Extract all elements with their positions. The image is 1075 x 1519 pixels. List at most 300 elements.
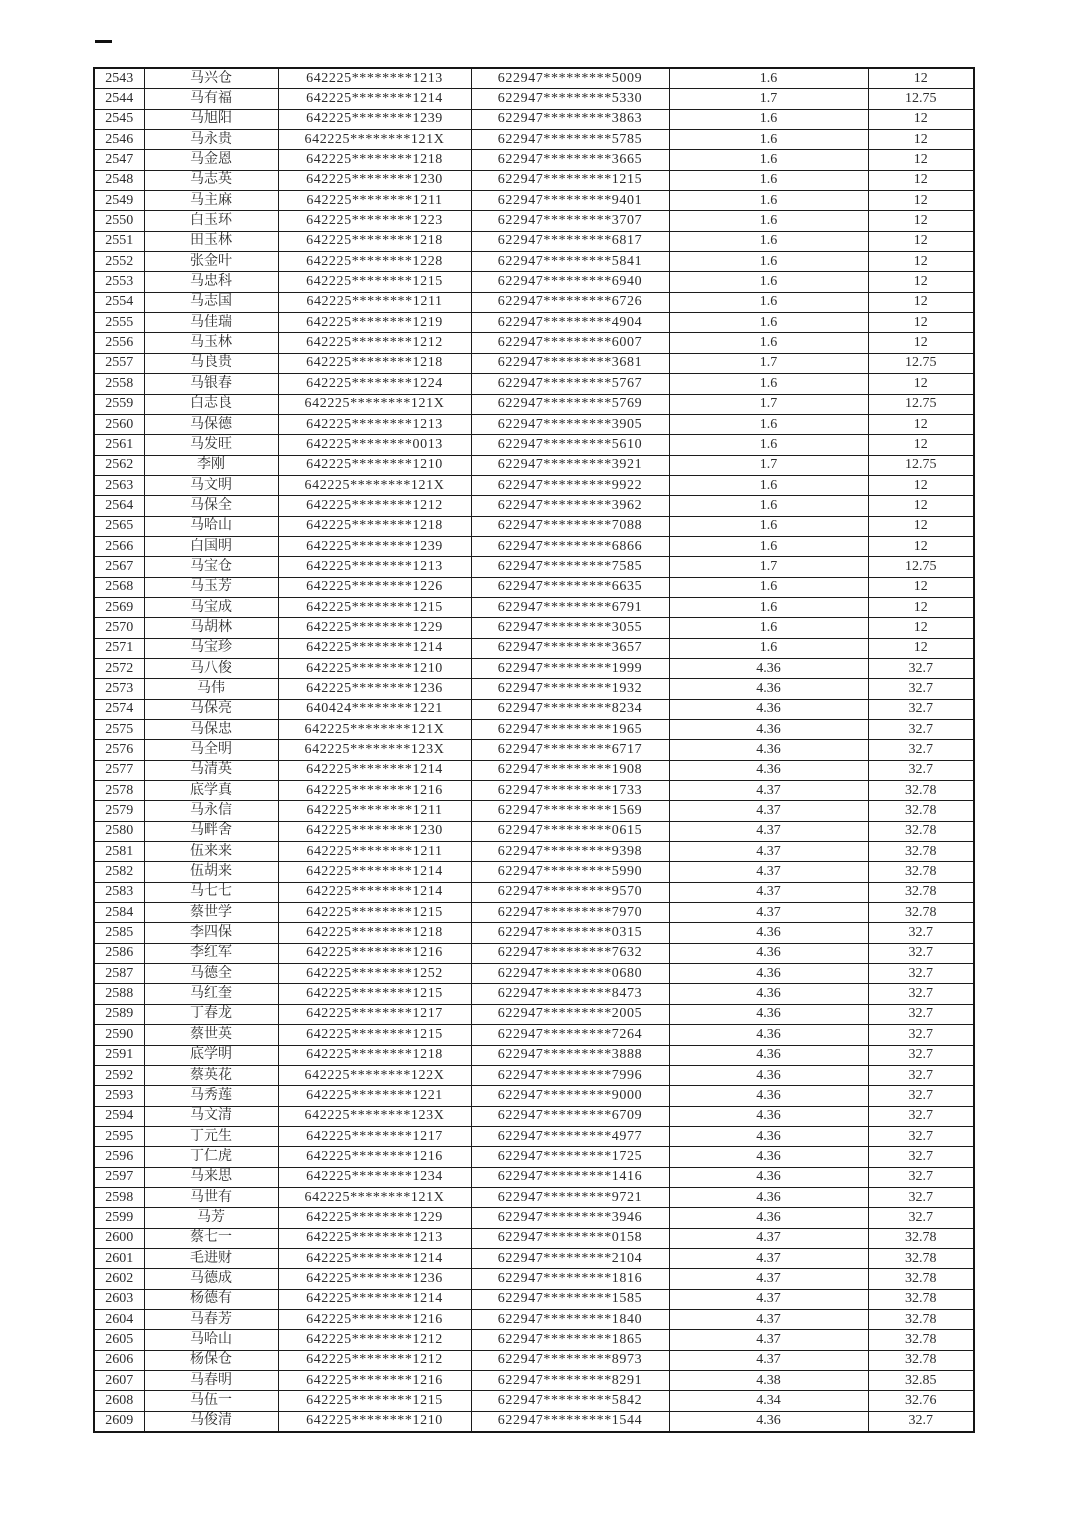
cell-row-number: 2574 [94, 699, 144, 719]
cell-row-number: 2545 [94, 109, 144, 129]
cell-person-name: 马宝成 [144, 597, 278, 617]
cell-id-number: 642225********1213 [278, 1228, 471, 1248]
cell-person-name: 马良贵 [144, 353, 278, 373]
cell-person-name: 丁春龙 [144, 1004, 278, 1024]
cell-person-name: 蔡世英 [144, 1025, 278, 1045]
table-row [94, 1187, 974, 1207]
table-body [94, 68, 974, 1432]
cell-amount-value: 4.37 [669, 862, 868, 882]
cell-row-number: 2600 [94, 1228, 144, 1248]
cell-id-number: 642225********123X [278, 740, 471, 760]
cell-id-number: 642225********1214 [278, 882, 471, 902]
cell-bank-account: 622947*********5842 [471, 1391, 669, 1411]
cell-bank-account: 622947*********1932 [471, 679, 669, 699]
cell-row-number: 2590 [94, 1025, 144, 1045]
cell-row-number: 2554 [94, 292, 144, 312]
cell-amount-value: 1.6 [669, 231, 868, 251]
cell-id-number: 642225********1218 [278, 231, 471, 251]
cell-row-number: 2553 [94, 272, 144, 292]
cell-total-value: 32.7 [868, 1025, 974, 1045]
table-row [94, 272, 974, 292]
cell-amount-value: 1.6 [669, 170, 868, 190]
table-row [94, 536, 974, 556]
table-row [94, 658, 974, 678]
cell-id-number: 642225********1210 [278, 1411, 471, 1432]
cell-amount-value: 4.36 [669, 699, 868, 719]
cell-amount-value: 1.7 [669, 89, 868, 109]
cell-row-number: 2556 [94, 333, 144, 353]
cell-row-number: 2601 [94, 1248, 144, 1268]
cell-bank-account: 622947*********3921 [471, 455, 669, 475]
cell-amount-value: 4.36 [669, 760, 868, 780]
cell-amount-value: 4.37 [669, 1248, 868, 1268]
cell-total-value: 32.7 [868, 679, 974, 699]
cell-row-number: 2546 [94, 130, 144, 150]
cell-id-number: 642225********121X [278, 1187, 471, 1207]
table-row [94, 862, 974, 882]
table-row [94, 1086, 974, 1106]
cell-bank-account: 622947*********3863 [471, 109, 669, 129]
cell-row-number: 2547 [94, 150, 144, 170]
cell-bank-account: 622947*********3962 [471, 496, 669, 516]
table-row [94, 984, 974, 1004]
cell-amount-value: 4.36 [669, 1187, 868, 1207]
cell-id-number: 642225********1218 [278, 923, 471, 943]
cell-total-value: 32.78 [868, 903, 974, 923]
table-row [94, 638, 974, 658]
cell-person-name: 伍胡来 [144, 862, 278, 882]
table-row [94, 313, 974, 333]
cell-bank-account: 622947*********5841 [471, 252, 669, 272]
cell-bank-account: 622947*********1965 [471, 720, 669, 740]
cell-total-value: 32.7 [868, 984, 974, 1004]
cell-total-value: 12 [868, 597, 974, 617]
cell-total-value: 32.7 [868, 1045, 974, 1065]
cell-id-number: 642225********1229 [278, 1208, 471, 1228]
cell-id-number: 642225********1216 [278, 781, 471, 801]
cell-id-number: 642225********1211 [278, 191, 471, 211]
cell-amount-value: 4.36 [669, 679, 868, 699]
cell-total-value: 32.7 [868, 1187, 974, 1207]
table-row [94, 1330, 974, 1350]
cell-amount-value: 4.37 [669, 821, 868, 841]
cell-person-name: 马志英 [144, 170, 278, 190]
table-row [94, 557, 974, 577]
cell-row-number: 2548 [94, 170, 144, 190]
cell-row-number: 2557 [94, 353, 144, 373]
cell-row-number: 2608 [94, 1391, 144, 1411]
cell-total-value: 12 [868, 516, 974, 536]
cell-bank-account: 622947*********0680 [471, 964, 669, 984]
cell-bank-account: 622947*********6007 [471, 333, 669, 353]
cell-bank-account: 622947*********8473 [471, 984, 669, 1004]
payment-roster-table [93, 67, 975, 1433]
cell-person-name: 李四保 [144, 923, 278, 943]
table-row [94, 1371, 974, 1391]
cell-total-value: 32.7 [868, 1086, 974, 1106]
cell-row-number: 2588 [94, 984, 144, 1004]
table-row [94, 109, 974, 129]
table-row [94, 68, 974, 89]
cell-bank-account: 622947*********5769 [471, 394, 669, 414]
cell-person-name: 蔡七一 [144, 1228, 278, 1248]
cell-person-name: 杨德有 [144, 1289, 278, 1309]
cell-bank-account: 622947*********5785 [471, 130, 669, 150]
cell-bank-account: 622947*********0158 [471, 1228, 669, 1248]
cell-bank-account: 622947*********7088 [471, 516, 669, 536]
table-row [94, 618, 974, 638]
cell-amount-value: 1.6 [669, 333, 868, 353]
cell-amount-value: 4.36 [669, 1004, 868, 1024]
cell-total-value: 12 [868, 68, 974, 89]
cell-row-number: 2582 [94, 862, 144, 882]
cell-row-number: 2567 [94, 557, 144, 577]
cell-amount-value: 1.6 [669, 577, 868, 597]
table-row [94, 1350, 974, 1370]
cell-total-value: 32.7 [868, 1065, 974, 1085]
cell-total-value: 32.7 [868, 1126, 974, 1146]
cell-id-number: 642225********1218 [278, 150, 471, 170]
cell-amount-value: 4.37 [669, 842, 868, 862]
cell-person-name: 马哈山 [144, 1330, 278, 1350]
cell-amount-value: 1.6 [669, 211, 868, 231]
cell-row-number: 2604 [94, 1309, 144, 1329]
cell-row-number: 2561 [94, 435, 144, 455]
cell-total-value: 12.75 [868, 394, 974, 414]
cell-id-number: 642225********121X [278, 130, 471, 150]
cell-person-name: 马红奎 [144, 984, 278, 1004]
cell-amount-value: 4.36 [669, 1126, 868, 1146]
cell-row-number: 2595 [94, 1126, 144, 1146]
table-row [94, 455, 974, 475]
table-row [94, 882, 974, 902]
cell-bank-account: 622947*********3946 [471, 1208, 669, 1228]
cell-row-number: 2551 [94, 231, 144, 251]
cell-id-number: 642225********1215 [278, 1391, 471, 1411]
cell-total-value: 12 [868, 475, 974, 495]
cell-total-value: 32.78 [868, 801, 974, 821]
cell-row-number: 2587 [94, 964, 144, 984]
cell-amount-value: 1.6 [669, 150, 868, 170]
cell-id-number: 642225********122X [278, 1065, 471, 1085]
cell-person-name: 马银春 [144, 374, 278, 394]
cell-total-value: 32.7 [868, 740, 974, 760]
cell-person-name: 马宝珍 [144, 638, 278, 658]
cell-amount-value: 1.6 [669, 68, 868, 89]
cell-person-name: 李刚 [144, 455, 278, 475]
cell-total-value: 12 [868, 170, 974, 190]
cell-id-number: 642225********1213 [278, 414, 471, 434]
cell-person-name: 底学真 [144, 781, 278, 801]
cell-total-value: 32.7 [868, 1411, 974, 1432]
cell-person-name: 马忠科 [144, 272, 278, 292]
cell-person-name: 马世有 [144, 1187, 278, 1207]
cell-row-number: 2569 [94, 597, 144, 617]
cell-amount-value: 1.6 [669, 130, 868, 150]
cell-id-number: 642225********123X [278, 1106, 471, 1126]
table-row [94, 231, 974, 251]
table-row [94, 89, 974, 109]
cell-row-number: 2560 [94, 414, 144, 434]
cell-person-name: 马佳瑞 [144, 313, 278, 333]
cell-bank-account: 622947*********1865 [471, 1330, 669, 1350]
cell-total-value: 12 [868, 191, 974, 211]
cell-amount-value: 4.37 [669, 801, 868, 821]
cell-person-name: 马旭阳 [144, 109, 278, 129]
cell-amount-value: 4.36 [669, 1106, 868, 1126]
cell-total-value: 32.7 [868, 943, 974, 963]
cell-bank-account: 622947*********1585 [471, 1289, 669, 1309]
table-row [94, 1289, 974, 1309]
cell-id-number: 642225********1216 [278, 1309, 471, 1329]
cell-id-number: 640424********1221 [278, 699, 471, 719]
cell-amount-value: 4.36 [669, 1147, 868, 1167]
cell-row-number: 2584 [94, 903, 144, 923]
cell-row-number: 2598 [94, 1187, 144, 1207]
cell-id-number: 642225********1212 [278, 333, 471, 353]
cell-bank-account: 622947*********3707 [471, 211, 669, 231]
cell-row-number: 2589 [94, 1004, 144, 1024]
cell-person-name: 马兴仓 [144, 68, 278, 89]
cell-id-number: 642225********1215 [278, 597, 471, 617]
cell-row-number: 2577 [94, 760, 144, 780]
cell-person-name: 马来思 [144, 1167, 278, 1187]
cell-total-value: 32.78 [868, 781, 974, 801]
cell-total-value: 32.7 [868, 1167, 974, 1187]
cell-bank-account: 622947*********8234 [471, 699, 669, 719]
cell-row-number: 2558 [94, 374, 144, 394]
cell-row-number: 2599 [94, 1208, 144, 1228]
cell-amount-value: 4.36 [669, 923, 868, 943]
cell-total-value: 32.78 [868, 1330, 974, 1350]
cell-bank-account: 622947*********3657 [471, 638, 669, 658]
cell-bank-account: 622947*********1569 [471, 801, 669, 821]
cell-amount-value: 4.36 [669, 984, 868, 1004]
cell-amount-value: 4.38 [669, 1371, 868, 1391]
table-row [94, 496, 974, 516]
cell-bank-account: 622947*********2104 [471, 1248, 669, 1268]
cell-amount-value: 1.6 [669, 638, 868, 658]
cell-person-name: 马芳 [144, 1208, 278, 1228]
cell-id-number: 642225********1230 [278, 170, 471, 190]
cell-id-number: 642225********1229 [278, 618, 471, 638]
cell-bank-account: 622947*********4904 [471, 313, 669, 333]
table-row [94, 333, 974, 353]
cell-id-number: 642225********1252 [278, 964, 471, 984]
table-row [94, 1025, 974, 1045]
cell-amount-value: 1.6 [669, 272, 868, 292]
cell-id-number: 642225********1214 [278, 760, 471, 780]
cell-total-value: 12 [868, 374, 974, 394]
cell-total-value: 32.7 [868, 1106, 974, 1126]
cell-id-number: 642225********1216 [278, 1147, 471, 1167]
cell-row-number: 2576 [94, 740, 144, 760]
cell-id-number: 642225********1228 [278, 252, 471, 272]
table-row [94, 964, 974, 984]
table-row [94, 1208, 974, 1228]
cell-total-value: 12 [868, 577, 974, 597]
cell-id-number: 642225********1211 [278, 842, 471, 862]
cell-person-name: 李红军 [144, 943, 278, 963]
cell-amount-value: 4.36 [669, 964, 868, 984]
table-row [94, 943, 974, 963]
cell-row-number: 2552 [94, 252, 144, 272]
cell-id-number: 642225********1211 [278, 292, 471, 312]
table-row [94, 1065, 974, 1085]
cell-bank-account: 622947*********6635 [471, 577, 669, 597]
table-row [94, 577, 974, 597]
cell-total-value: 12.75 [868, 455, 974, 475]
cell-amount-value: 4.37 [669, 781, 868, 801]
cell-total-value: 12 [868, 618, 974, 638]
cell-bank-account: 622947*********7264 [471, 1025, 669, 1045]
cell-total-value: 12 [868, 292, 974, 312]
cell-row-number: 2606 [94, 1350, 144, 1370]
cell-person-name: 马春芳 [144, 1309, 278, 1329]
cell-person-name: 马伍一 [144, 1391, 278, 1411]
cell-amount-value: 4.36 [669, 720, 868, 740]
cell-id-number: 642225********1213 [278, 68, 471, 89]
table-row [94, 720, 974, 740]
cell-bank-account: 622947*********3055 [471, 618, 669, 638]
cell-amount-value: 4.37 [669, 1289, 868, 1309]
cell-amount-value: 4.37 [669, 1228, 868, 1248]
cell-person-name: 伍来来 [144, 842, 278, 862]
cell-amount-value: 4.37 [669, 903, 868, 923]
cell-id-number: 642225********1210 [278, 658, 471, 678]
cell-bank-account: 622947*********6709 [471, 1106, 669, 1126]
cell-bank-account: 622947*********0315 [471, 923, 669, 943]
cell-bank-account: 622947*********1816 [471, 1269, 669, 1289]
cell-person-name: 丁元生 [144, 1126, 278, 1146]
cell-total-value: 12 [868, 252, 974, 272]
cell-row-number: 2565 [94, 516, 144, 536]
cell-amount-value: 1.6 [669, 191, 868, 211]
cell-total-value: 12 [868, 435, 974, 455]
cell-id-number: 642225********1211 [278, 801, 471, 821]
cell-id-number: 642225********0013 [278, 435, 471, 455]
cell-total-value: 32.7 [868, 1208, 974, 1228]
cell-amount-value: 1.6 [669, 252, 868, 272]
cell-amount-value: 1.7 [669, 455, 868, 475]
cell-bank-account: 622947*********6791 [471, 597, 669, 617]
cell-person-name: 底学明 [144, 1045, 278, 1065]
cell-bank-account: 622947*********9922 [471, 475, 669, 495]
cell-id-number: 642225********1214 [278, 1289, 471, 1309]
table-row [94, 191, 974, 211]
cell-person-name: 马保德 [144, 414, 278, 434]
cell-bank-account: 622947*********4977 [471, 1126, 669, 1146]
cell-id-number: 642225********1216 [278, 1371, 471, 1391]
table-row [94, 760, 974, 780]
cell-person-name: 马志国 [144, 292, 278, 312]
cell-row-number: 2563 [94, 475, 144, 495]
cell-id-number: 642225********1221 [278, 1086, 471, 1106]
cell-person-name: 马有福 [144, 89, 278, 109]
cell-id-number: 642225********1218 [278, 353, 471, 373]
cell-bank-account: 622947*********6726 [471, 292, 669, 312]
cell-row-number: 2581 [94, 842, 144, 862]
cell-bank-account: 622947*********1999 [471, 658, 669, 678]
cell-total-value: 32.78 [868, 842, 974, 862]
cell-amount-value: 1.6 [669, 516, 868, 536]
cell-row-number: 2568 [94, 577, 144, 597]
cell-row-number: 2572 [94, 658, 144, 678]
table-row [94, 842, 974, 862]
table-row [94, 170, 974, 190]
cell-bank-account: 622947*********6717 [471, 740, 669, 760]
cell-amount-value: 4.37 [669, 1269, 868, 1289]
cell-person-name: 马七七 [144, 882, 278, 902]
cell-total-value: 12 [868, 130, 974, 150]
cell-row-number: 2578 [94, 781, 144, 801]
cell-total-value: 32.78 [868, 1309, 974, 1329]
cell-amount-value: 1.6 [669, 414, 868, 434]
table-row [94, 679, 974, 699]
cell-id-number: 642225********1215 [278, 984, 471, 1004]
cell-row-number: 2573 [94, 679, 144, 699]
cell-person-name: 马全明 [144, 740, 278, 760]
cell-total-value: 12 [868, 638, 974, 658]
cell-bank-account: 622947*********0615 [471, 821, 669, 841]
cell-id-number: 642225********1218 [278, 1045, 471, 1065]
cell-row-number: 2586 [94, 943, 144, 963]
cell-row-number: 2579 [94, 801, 144, 821]
cell-row-number: 2597 [94, 1167, 144, 1187]
cell-row-number: 2607 [94, 1371, 144, 1391]
table-row [94, 1228, 974, 1248]
cell-total-value: 12 [868, 414, 974, 434]
cell-amount-value: 1.6 [669, 109, 868, 129]
cell-person-name: 马金恩 [144, 150, 278, 170]
cell-id-number: 642225********1216 [278, 943, 471, 963]
cell-amount-value: 4.36 [669, 1025, 868, 1045]
cell-total-value: 32.7 [868, 720, 974, 740]
cell-id-number: 642225********121X [278, 475, 471, 495]
cell-amount-value: 1.6 [669, 374, 868, 394]
cell-person-name: 马永贵 [144, 130, 278, 150]
cell-id-number: 642225********1215 [278, 903, 471, 923]
cell-id-number: 642225********1210 [278, 455, 471, 475]
cell-bank-account: 622947*********5330 [471, 89, 669, 109]
table-row [94, 821, 974, 841]
cell-row-number: 2592 [94, 1065, 144, 1085]
cell-id-number: 642225********1214 [278, 638, 471, 658]
table-row [94, 475, 974, 495]
cell-bank-account: 622947*********3905 [471, 414, 669, 434]
cell-bank-account: 622947*********9398 [471, 842, 669, 862]
cell-id-number: 642225********121X [278, 394, 471, 414]
cell-row-number: 2564 [94, 496, 144, 516]
cell-person-name: 白玉环 [144, 211, 278, 231]
cell-person-name: 马文清 [144, 1106, 278, 1126]
cell-bank-account: 622947*********7996 [471, 1065, 669, 1085]
cell-total-value: 32.78 [868, 862, 974, 882]
cell-row-number: 2566 [94, 536, 144, 556]
cell-bank-account: 622947*********5610 [471, 435, 669, 455]
cell-row-number: 2562 [94, 455, 144, 475]
cell-amount-value: 1.6 [669, 313, 868, 333]
cell-person-name: 马永信 [144, 801, 278, 821]
cell-bank-account: 622947*********5767 [471, 374, 669, 394]
cell-id-number: 642225********1214 [278, 1248, 471, 1268]
cell-person-name: 马德成 [144, 1269, 278, 1289]
cell-total-value: 32.78 [868, 882, 974, 902]
table-row [94, 353, 974, 373]
cell-person-name: 马八俊 [144, 658, 278, 678]
table-row [94, 211, 974, 231]
cell-id-number: 642225********1236 [278, 679, 471, 699]
